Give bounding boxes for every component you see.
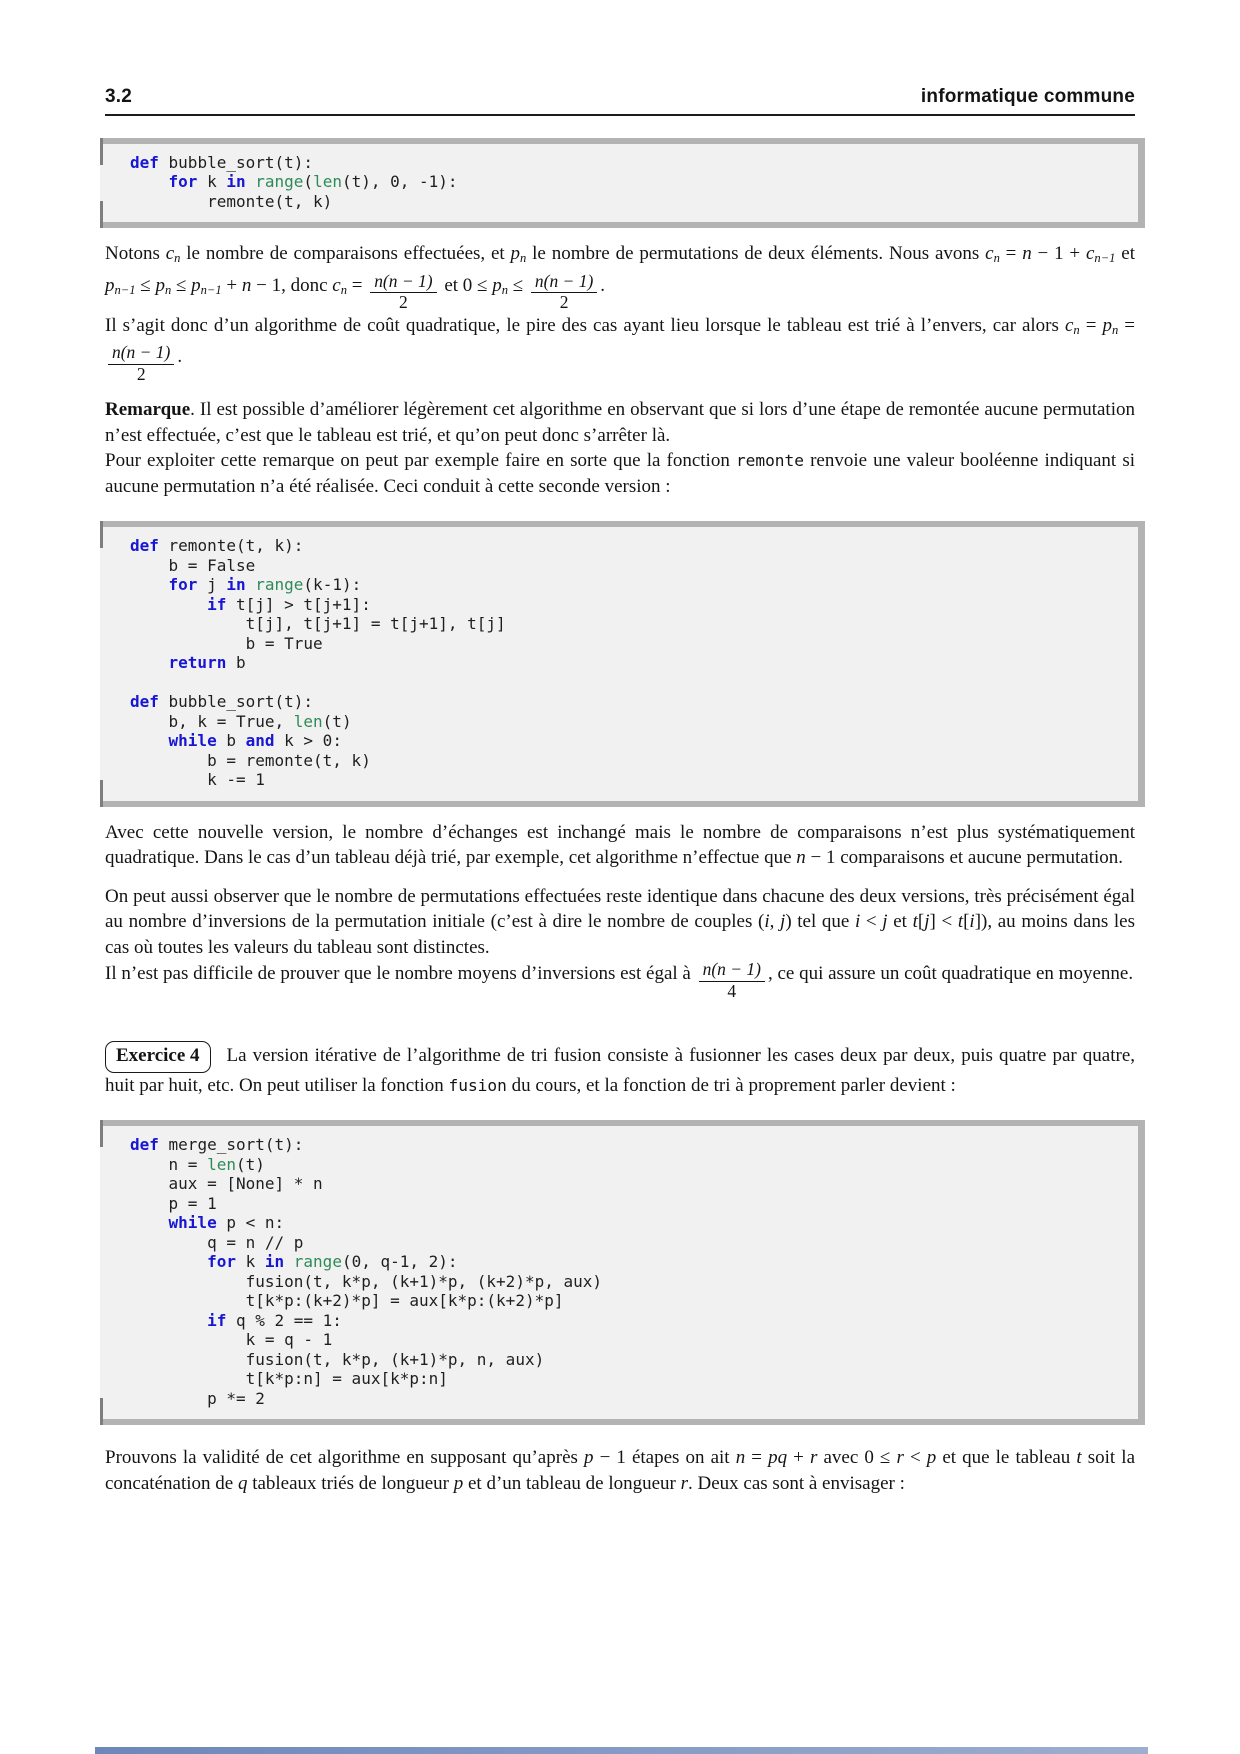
paragraph-exploit-remark: Pour exploiter cette remarque on peut par exemple faire en sorte que la fonction remonte renvoie une valeur booléenne indiquant si aucune permutation n’a été réalisée. Ceci conduit à cette seconde version : (105, 450, 1135, 497)
code-line: t[j], t[j+1] = t[j+1], t[j] (130, 614, 506, 634)
paragraph-average-cost: Il n’est pas difficile de prouver que le nombre moyens d’inversions est égal à $\frac{n(n - 1)}{4}$ , ce qui assure un coût quadratique en moyenne. (105, 959, 1134, 1001)
code-line: b, k = True, len(t) (130, 711, 352, 731)
exercise-label-box: Exercice 4 (105, 1041, 211, 1073)
section-number: 3.2 (105, 86, 133, 107)
page-header (105, 84, 1135, 110)
code-block-bubble-sort-v1 (100, 138, 1145, 229)
code-line: fusion(t, k*p, (k+1)*p, (k+2)*p, aux) (130, 1271, 603, 1291)
code-line: k -= 1 (130, 770, 265, 790)
code-line: n = len(t) (130, 1154, 265, 1174)
code-line: aux = [None] * n (130, 1174, 323, 1194)
header-title: informatique commune (920, 86, 1135, 107)
paragraph-remark: Remarque. Il est possible d’améliorer légèrement cet algorithme en observant que si lors d’une étape de remontée aucune permutation n’est effectuée, c’est que le tableau est trié, et qu’on peut donc s’arrêter là. (105, 399, 1135, 446)
exercise-text: La version itérative de l’algorithme de tri fusion consiste à fusionner les cases deux par deux, puis quatre par quatre, huit par huit, etc. On peut utiliser la fonction fusion du cours, et la fonction de tri à proprement parler devient : (105, 1045, 1135, 1096)
code-block-remonte-bubble-sort-v2 (100, 521, 1145, 807)
paragraph-proof-intro: Prouvons la validité de cet algorithme en supposant qu’après p − 1 étapes on ait n = pq + r avec 0 ≤ r < p et que le tableau t soit la concaténation de q tableaux triés de longueur p et d’un tableau de longueur r. Deux cas sont à envisager : (105, 1447, 1136, 1494)
code-line: b = False (130, 555, 256, 575)
code-line: while b and k > 0: (168, 731, 342, 751)
next-listing-top-bar-partial (95, 1747, 1148, 1754)
code-line: b = True (130, 633, 323, 653)
code-line: for k in range(0, q-1, 2): (207, 1252, 458, 1272)
code-line: def bubble_sort(t): (130, 152, 314, 172)
code-line: if q % 2 == 1: (207, 1310, 342, 1330)
code-line: k = q - 1 (130, 1330, 333, 1350)
code-line: q = n // p (130, 1232, 304, 1252)
paragraph-complexity-worst-case: Il s’agit donc d’un algorithme de coût quadratique, le pire des cas ayant lieu lorsque le tableau est trié à l’envers, car alors cn = pn = $\frac{n(n - 1)}{2}$ . (105, 314, 1135, 384)
code-line (130, 673, 1130, 693)
code-line: for j in range(k-1): (168, 575, 362, 595)
header-rule (105, 114, 1135, 116)
code-block-merge-sort (100, 1120, 1145, 1425)
code-line: def remonte(t, k): (130, 536, 304, 556)
code-line: p *= 2 (130, 1388, 265, 1408)
paragraph-new-version: Avec cette nouvelle version, le nombre d’échanges est inchangé mais le nombre de comparaisons n’est plus systématiquement quadratique. Dans le cas d’un tableau déjà trié, par exemple, cet algorithme n’effectue que n − 1 comparaisons et aucune permutation. (105, 821, 1135, 869)
code-line: for k in range(len(t), 0, -1): (168, 172, 458, 191)
code-line: def bubble_sort(t): (130, 692, 314, 712)
code-line: def merge_sort(t): (130, 1135, 304, 1155)
code-line: return b (168, 653, 246, 673)
code-line: b = remonte(t, k) (130, 750, 371, 770)
paragraph-inversions: On peut aussi observer que le nombre de permutations effectuées reste identique dans chacune des deux versions, très précisément égal au nombre d’inversions de la permutation initiale (c’est à dire le nombre de couples (i, j) tel que i < j et t[j] < t[i]), au moins dans les cas où toutes les valeurs du tableau sont distinctes. (105, 885, 1135, 958)
paragraph-exercise-4 (105, 1041, 1135, 1098)
code-line: t[k*p:n] = aux[k*p:n] (130, 1369, 448, 1389)
code-line: t[k*p:(k+2)*p] = aux[k*p:(k+2)*p] (130, 1291, 564, 1311)
code-line: remonte(t, k) (130, 191, 333, 211)
code-line: fusion(t, k*p, (k+1)*p, n, aux) (130, 1349, 545, 1369)
code-line: if t[j] > t[j+1]: (207, 594, 371, 614)
paragraph-complexity-intro: Notons cn le nombre de comparaisons effectuées, et pn le nombre de permutations de deux éléments. Nous avons cn = n − 1 + cn−1 et pn−1 ≤ pn ≤ pn−1 + n − 1, donc cn = $\frac{n(n - 1)}{2}$ et 0 ≤ pn ≤ $\frac{n(n - 1)}{2}$ . (105, 243, 1135, 313)
code-line: p = 1 (130, 1193, 217, 1213)
code-line: while p < n: (168, 1213, 285, 1233)
